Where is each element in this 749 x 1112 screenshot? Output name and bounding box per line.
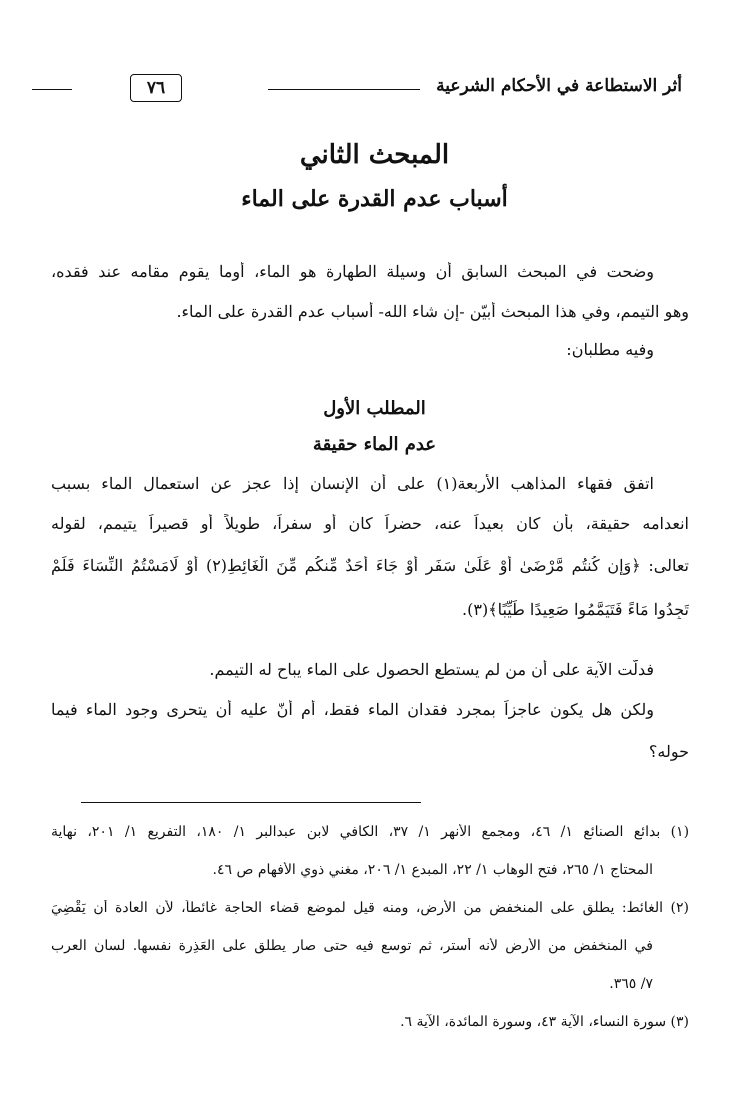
body-line: وضحت في المبحث السابق أن وسيلة الطهارة هو الماء، أوما يقوم مقامه عند فقده،: [51, 262, 654, 281]
section-heading: المبحث الثاني: [299, 140, 450, 170]
footnote-line: (٣) سورة النساء، الآية ٤٣، وسورة المائدة، الآية ٦.: [400, 1014, 689, 1030]
body-line: حوله؟: [648, 742, 689, 761]
body-line: ولكن هل يكون عاجزاً بمجرد فقدان الماء فقط، أم أنّ عليه أن يتحرى وجود الماء فيما: [51, 700, 654, 719]
section-title: أسباب عدم القدرة على الماء: [241, 186, 508, 212]
body-line: فدلّت الآية على أن من لم يستطع الحصول على الماء يباح له التيمم.: [209, 660, 654, 679]
quran-verse-line: تَجِدُوا مَاءً فَتَيَمَّمُوا صَعِيدًا طَيِّبًا﴾(٣).: [462, 600, 689, 619]
subsection-heading: المطلب الأول: [323, 398, 426, 419]
header-rule-end: [32, 89, 72, 90]
body-line: انعدامه حقيقة، بأن كان بعيداً عنه، حضراً كان أو سفراً، طويلاً أو قصيراً يتيمم، لقوله: [51, 514, 689, 533]
body-line: اتفق فقهاء المذاهب الأربعة(١) على أن الإنسان إذا عجز عن استعمال الماء بسبب: [51, 474, 654, 493]
page-number: ٧٦: [130, 74, 182, 102]
footnote-line: (١) بدائع الصنائع ١/ ٤٦، ومجمع الأنهر ١/ ٣٧، الكافي لابن عبدالبر ١/ ١٨٠، التفريع ١/ ٢٠١، نهاية: [51, 824, 689, 840]
body-line: وهو التيمم، وفي هذا المبحث أبيّن -إن شاء الله- أسباب عدم القدرة على الماء.: [176, 302, 689, 321]
header-rule: [268, 89, 420, 90]
subsection-title: عدم الماء حقيقة: [312, 434, 437, 455]
footnote-line: (٢) الغائط: يطلق على المنخفض من الأرض، ومنه قيل لموضع قضاء الحاجة غائطاً، لأن العادة أن يَقْضِيَ: [51, 900, 689, 916]
quran-verse-line: تعالى: ﴿وَإِن كُنتُم مَّرْضَىٰ أَوْ عَلَىٰ سَفَرٍ أَوْ جَاءَ أَحَدٌ مِّنكُم مِّنَ الْغَائِطِ(٢) أَوْ لَامَسْتُمُ النِّسَاءَ فَلَمْ: [51, 556, 689, 575]
footnote-line: المحتاج ١/ ٢٦٥، فتح الوهاب ١/ ٢٢، المبدع ١/ ٢٠٦، مغني ذوي الأفهام ص ٤٦.: [212, 862, 653, 878]
body-line: وفيه مطلبان:: [566, 340, 654, 359]
footnote-line: في المنخفض من الأرض لأنه أستر، ثم توسع فيه حتى صار يطلق على العَذِرة نفسها. لسان العرب: [51, 938, 653, 954]
running-header: [32, 74, 682, 104]
footnote-separator: [81, 802, 421, 803]
footnote-line: ٧/ ٣٦٥.: [609, 976, 653, 992]
running-header-title: أثر الاستطاعة في الأحكام الشرعية: [436, 76, 682, 96]
